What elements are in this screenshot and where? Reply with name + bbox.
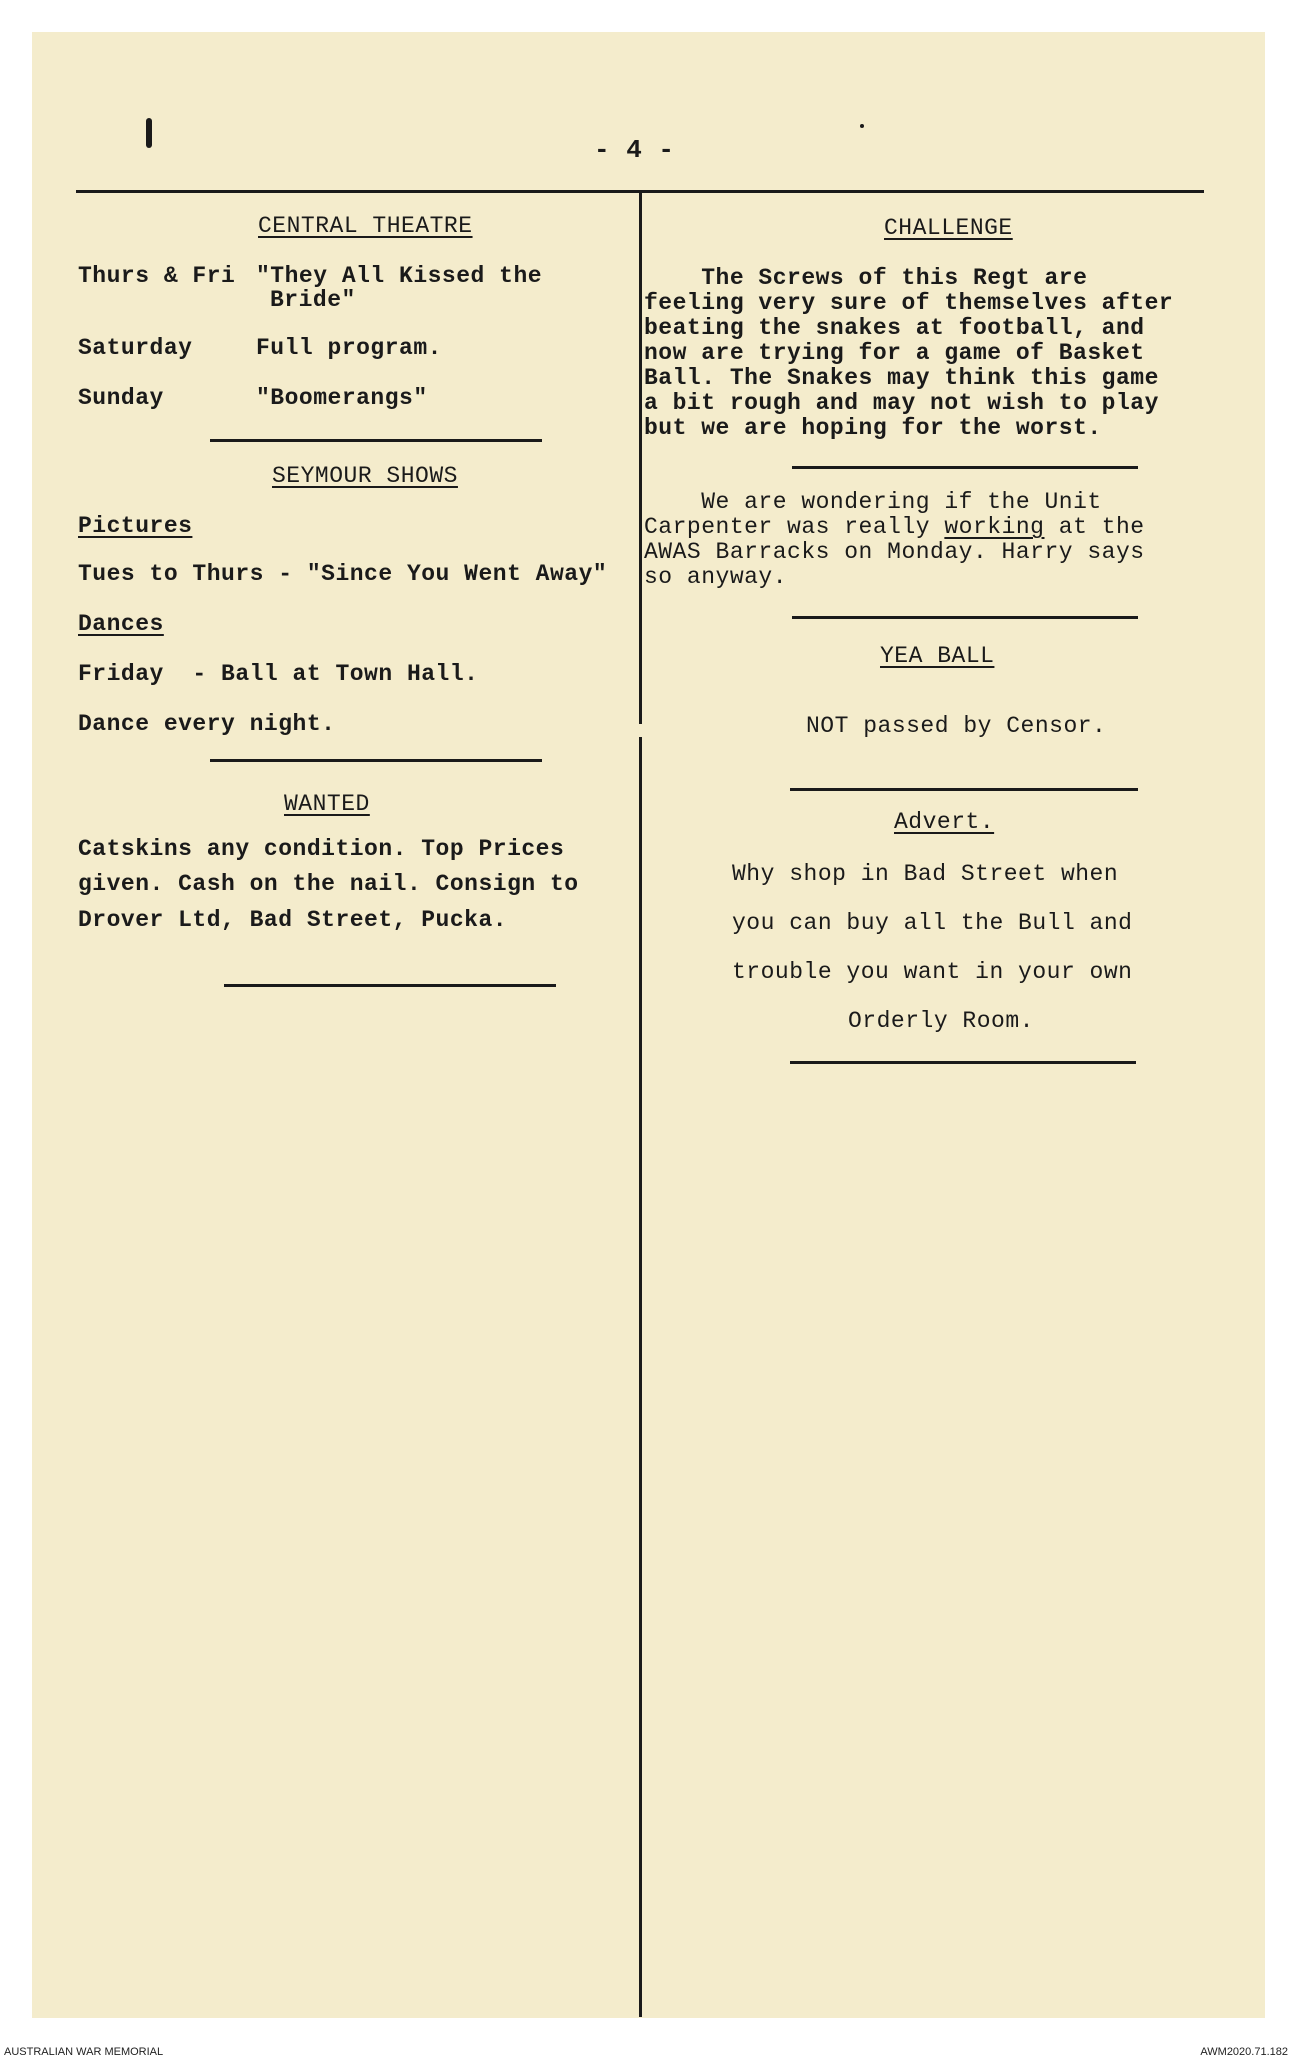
theatre-show-thurs-fri: "They All Kissed the (256, 263, 543, 289)
column-divider-lower (639, 737, 642, 2017)
challenge-heading: CHALLENGE (884, 215, 1013, 241)
theatre-show-thurs-fri-cont: Bride" (270, 287, 356, 313)
footer-credit: AUSTRALIAN WAR MEMORIAL (4, 2046, 164, 2058)
pictures-heading: Pictures (78, 513, 193, 539)
challenge-line-1: The Screws of this Regt are (644, 265, 1088, 291)
pictures-line: Tues to Thurs - "Since You Went Away" (78, 561, 608, 587)
page-number: - 4 - (594, 135, 675, 165)
section-divider (790, 788, 1138, 791)
yea-ball-text: NOT passed by Censor. (806, 713, 1107, 739)
advert-line-2: you can buy all the Bull and (732, 910, 1133, 936)
newsletter-page (32, 32, 1265, 2018)
ink-dot (860, 124, 864, 128)
wondering-line-3: AWAS Barracks on Monday. Harry says (644, 539, 1145, 565)
yea-ball-heading: YEA BALL (880, 643, 995, 669)
wondering-line-2-start: Carpenter was really (644, 514, 945, 540)
wondering-line-1: We are wondering if the Unit (644, 489, 1102, 515)
section-divider (790, 1061, 1136, 1064)
challenge-line-6: a bit rough and may not wish to play (644, 390, 1159, 416)
challenge-line-7: but we are hoping for the worst. (644, 415, 1102, 441)
dances-line-every-night: Dance every night. (78, 711, 336, 737)
challenge-line-2: feeling very sure of themselves after (644, 290, 1174, 316)
theatre-show-saturday: Full program. (256, 335, 442, 361)
wanted-line-1: Catskins any condition. Top Prices (78, 836, 565, 862)
ink-mark (146, 118, 152, 148)
wanted-heading: WANTED (284, 791, 370, 817)
wondering-emphasis: working (944, 514, 1045, 540)
challenge-line-4: now are trying for a game of Basket (644, 340, 1145, 366)
wanted-line-3: Drover Ltd, Bad Street, Pucka. (78, 907, 508, 933)
challenge-line-5: Ball. The Snakes may think this game (644, 365, 1159, 391)
section-divider (210, 759, 542, 762)
theatre-day-thurs-fri: Thurs & Fri (78, 263, 236, 289)
advert-line-4: Orderly Room. (848, 1008, 1034, 1034)
section-divider (210, 439, 542, 442)
wanted-line-2: given. Cash on the nail. Consign to (78, 871, 579, 897)
section-divider (224, 984, 556, 987)
footer-accession: AWM2020.71.182 (1200, 2046, 1288, 2058)
wondering-line-4: so anyway. (644, 564, 788, 590)
advert-heading: Advert. (894, 809, 995, 835)
challenge-line-3: beating the snakes at football, and (644, 315, 1145, 341)
central-theatre-heading: CENTRAL THEATRE (258, 213, 473, 239)
advert-line-1: Why shop in Bad Street when (732, 861, 1119, 887)
column-divider-upper (639, 192, 642, 724)
section-divider (792, 616, 1138, 619)
dances-heading: Dances (78, 611, 164, 637)
document-sheet (32, 32, 1265, 2018)
theatre-show-sunday: "Boomerangs" (256, 385, 428, 411)
wondering-line-2-end: at the (1044, 514, 1145, 540)
section-divider (792, 466, 1138, 469)
theatre-day-saturday: Saturday (78, 335, 193, 361)
seymour-shows-heading: SEYMOUR SHOWS (272, 463, 458, 489)
theatre-day-sunday: Sunday (78, 385, 164, 411)
wondering-line-2 (644, 515, 1145, 540)
advert-line-3: trouble you want in your own (732, 959, 1133, 985)
dances-line-friday: Friday - Ball at Town Hall. (78, 661, 479, 687)
